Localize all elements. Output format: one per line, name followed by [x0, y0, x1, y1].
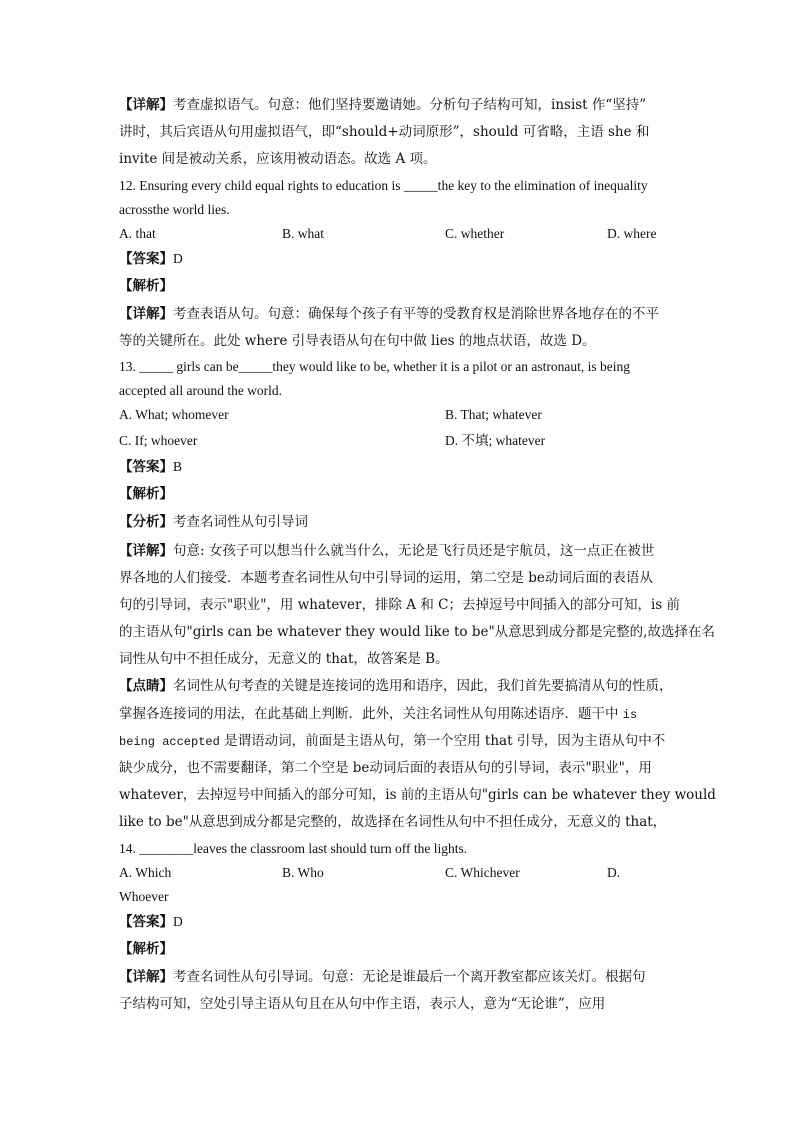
q12-detail-line-2: 等的关键所在。此处 where 引导表语从句在句中做 lies 的地点状语，故选 D。: [119, 333, 596, 349]
dianjing-text-3: 是谓语动词，前面是主语从句，第一个空用 that 引导，因为主语从句中不: [224, 733, 666, 749]
q12-analysis-tag: 【解析】: [119, 278, 173, 294]
q13-option-b: B. That; whatever: [445, 407, 542, 422]
dianjing-code-is: is: [622, 708, 638, 722]
q13-detail-line-5: 词性从句中不担任成分，无意义的 that，故答案是 B。: [119, 651, 449, 667]
q11-detail-text-1: 考查虚拟语气。句意：他们坚持要邀请她。分析句子结构可知，insist 作“坚持”: [173, 97, 647, 113]
q13-stem-line-1: 13. _____ girls can be_____they would like to be, whether it is a pilot or an astronaut, is being: [119, 359, 631, 374]
q14-analysis-tag: 【解析】: [119, 941, 173, 957]
q11-detail-line-2: 讲时，其后宾语从句用虚拟语气，即“should+动词原形”，should 可省略，主语 she 和: [119, 124, 650, 140]
q13-answer: [119, 457, 182, 477]
q12-option-d: D. where: [607, 226, 657, 241]
q12-detail-line-1: [119, 304, 659, 324]
q13-option-d: D. 不填; whatever: [445, 433, 546, 448]
answer-tag: 【答案】: [119, 914, 173, 930]
answer-value: D: [173, 914, 183, 929]
q11-detail-line-3: invite 间是被动关系，应该用被动语态。故选 A 项。: [119, 151, 437, 167]
q14-option-d-letter: D.: [607, 865, 621, 880]
q14-detail-line-2: 子结构可知，空处引导主语从句且在从句中作主语，表示人，意为“无论谁”，应用: [119, 996, 606, 1012]
q13-dianjing-line-2: [119, 704, 637, 725]
q14-option-d-word: Whoever: [119, 889, 169, 904]
q13-dianjing-line-6: like to be"从意思到成分都是完整的，故选择在名词性从句中不担任成分，无意义的 that，: [119, 814, 667, 830]
q12-option-b: B. what: [282, 226, 324, 241]
q14-detail-line-1: [119, 967, 646, 987]
q12-answer: [119, 249, 183, 269]
detail-tag: 【详解】: [119, 969, 173, 985]
q14-option-b: B. Who: [282, 865, 324, 880]
detail-tag: 【详解】: [119, 97, 173, 113]
q14-option-a: A. Which: [119, 865, 172, 880]
q13-dianjing-line-3: [119, 731, 665, 752]
q12-stem-line-2: acrossthe world lies.: [119, 202, 230, 217]
q14-stem: 14. ________leaves the classroom last should turn off the lights.: [119, 841, 468, 856]
q14-detail-text-1: 考查名词性从句引导词。句意：无论是谁最后一个离开教室都应该关灯。根据句: [173, 969, 646, 985]
q12-stem-line-1: 12. Ensuring every child equal rights to education is _____the key to the elimination of inequality: [119, 178, 648, 193]
detail-tag: 【详解】: [119, 543, 173, 559]
q13-dianjing-line-1: [119, 676, 673, 696]
answer-tag: 【答案】: [119, 459, 173, 475]
q13-analysis-tag: 【解析】: [119, 486, 173, 502]
dianjing-text-1: 名词性从句考查的关键是连接词的选用和语序，因此，我们首先要搞清从句的性质，: [173, 678, 673, 694]
q13-option-a: A. What; whomever: [119, 407, 229, 422]
dianjing-code-being-accepted: being accepted: [119, 735, 220, 749]
answer-value: D: [173, 251, 183, 266]
q13-detail-line-4: 的主语从句"girls can be whatever they would like to be"从意思到成分都是完整的,故选择在名: [119, 624, 715, 640]
q13-detail-line-2: 界各地的人们接受．本题考查名词性从句中引导词的运用，第二空是 be动词后面的表语从: [119, 570, 653, 586]
q13-fenxi: [119, 512, 308, 532]
q13-detail-line-3: 句的引导词，表示"职业"，用 whatever，排除 A 和 C；去掉逗号中间插入的部分可知，is 前: [119, 597, 680, 613]
dianjing-text-2: 掌握各连接词的用法，在此基础上判断．此外，关注名词性从句用陈述语序．题干中: [119, 706, 619, 722]
q13-dianjing-line-4: 缺少成分，也不需要翻译，第二个空是 be动词后面的表语从句的引导词，表示"职业"，用: [119, 760, 652, 776]
answer-value: B: [173, 459, 183, 474]
q12-detail-text-1: 考查表语从句。句意：确保每个孩子有平等的受教育权是消除世界各地存在的不平: [173, 306, 659, 322]
q12-option-c: C. whether: [445, 226, 505, 241]
q11-detail-line-1: [119, 95, 646, 115]
fenxi-text: 考查名词性从句引导词: [173, 514, 308, 530]
q14-option-c: C. Whichever: [445, 865, 520, 880]
q14-answer: [119, 912, 183, 932]
dianjing-tag: 【点睛】: [119, 678, 173, 694]
q13-detail-text-1: 句意: 女孩子可以想当什么就当什么，无论是飞行员还是宇航员，这一点正在被世: [173, 543, 655, 559]
fenxi-tag: 【分析】: [119, 514, 173, 530]
q13-dianjing-line-5: whatever，去掉逗号中间插入的部分可知，is 前的主语从句"girls can be whatever they would: [119, 787, 716, 803]
detail-tag: 【详解】: [119, 306, 173, 322]
answer-tag: 【答案】: [119, 251, 173, 267]
q13-stem-line-2: accepted all around the world.: [119, 383, 283, 398]
q12-option-a: A. that: [119, 226, 156, 241]
q13-option-c: C. If; whoever: [119, 433, 198, 448]
q13-detail-line-1: [119, 541, 654, 561]
